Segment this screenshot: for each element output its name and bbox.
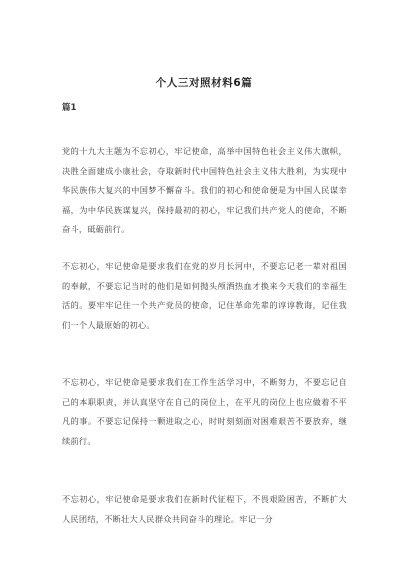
body-paragraph-2: 不忘初心，牢记使命是要求我们在党的岁月长河中，不要忘记老一辈对祖国的奉献，不要忘记当时的他们是如何抛头颅洒热血才换来今天我们的幸福生活的。要牢牢记住一个共产党员的使命，记住革命先辈的谆谆教诲，记住我们一个人最原始的初心。	[62, 261, 347, 330]
body-paragraph-3: 不忘初心，牢记使命是要求我们在工作生活学习中，不断努力，不要忘记自己的本职职责，并认真坚守在自己的岗位上，在平凡的岗位上也应做着不平凡的事。不要忘记保持一颗进取之心，时时刻刻面对困难艰苦不要放弃，继续前行。	[62, 377, 347, 446]
section-heading: 篇1	[62, 103, 77, 113]
body-paragraph-1: 党的十九大主题为不忘初心，牢记使命，高举中国特色社会主义伟大旗帜，决胜全面建成小康社会，夺取新时代中国特色社会主义伟大胜利，为实现中华民族伟大复兴的中国梦不懈奋斗。我们的初心和使命便是为中国人民谋幸福，为中华民族谋复兴，保持最初的初心，牢记我们共产党人的使命，不断奋斗，砥砺前行。	[62, 146, 347, 234]
body-paragraph-4: 不忘初心，牢记使命是要求我们在新时代征程下，不畏艰险困苦，不断扩大人民团结，不断壮大人民群众共同奋斗的理论。牢记一分	[62, 494, 347, 524]
document-title: 个人三对照材料6篇	[155, 77, 253, 89]
